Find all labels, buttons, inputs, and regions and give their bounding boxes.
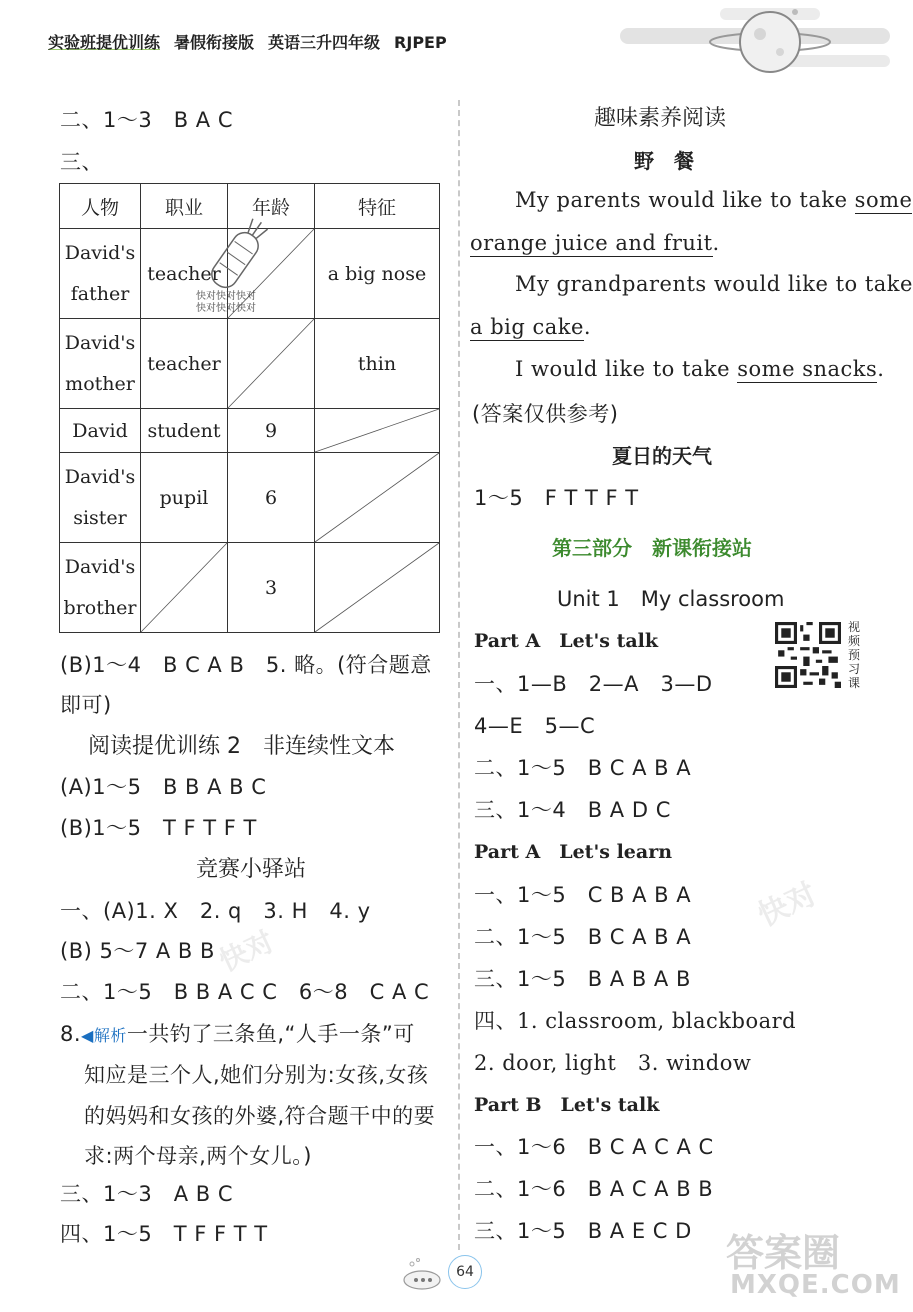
table-header-feature: 特征 [315, 184, 440, 229]
table-header-job: 职业 [141, 184, 228, 229]
pa-learn-line3: 三、1～5 B A B A B [474, 967, 691, 991]
left-b-line2: 即可) [60, 693, 112, 717]
pb-talk-line1: 一、1～6 B C A C A C [474, 1135, 714, 1159]
feature-cell-blank [315, 543, 440, 633]
picnic-line3: My grandparents would like to take [515, 272, 913, 296]
name-cell: David's sister [60, 453, 141, 543]
age-cell: 3 [228, 543, 315, 633]
version-label: RJPEP [394, 33, 447, 52]
picnic-title: 野 餐 [634, 149, 694, 173]
part-a-talk-title: Part A Let's talk [474, 630, 659, 652]
contest-line1: 一、(A)1. X 2. q 3. H 4. y [60, 899, 371, 923]
unit-title: Unit 1 My classroom [557, 587, 785, 611]
weather-answers: 1～5 F T T F T [474, 486, 639, 510]
analysis-tag: ◀解析 [81, 1026, 127, 1045]
pa-learn-line2: 二、1～5 B C A B A [474, 925, 692, 949]
picnic-note: (答案仅供参考) [472, 402, 619, 426]
name-cell: David's father [60, 229, 141, 319]
submarine-decoration-icon [398, 1256, 450, 1292]
site-url-watermark: MXQE.COM [730, 1270, 901, 1300]
contest-line9: 四、1～5 T F F T T [60, 1222, 268, 1246]
stamp-text: 快对快对快对 快对快对快对 [196, 291, 256, 314]
job-cell: teacher [141, 229, 228, 319]
contest-title: 竞赛小驿站 [196, 857, 307, 882]
pb-talk-line2: 二、1～6 B A C A B B [474, 1177, 714, 1201]
contest-line4: 8.◀解析一共钓了三条鱼,“人手一条”可 [60, 1022, 415, 1046]
age-cell: 6 [228, 453, 315, 543]
left-sec3: 三、 [60, 150, 103, 174]
job-cell: student [141, 409, 228, 453]
reading-title: 趣味素养阅读 [594, 106, 727, 131]
subject-label: 英语三升四年级 [268, 33, 381, 52]
qr-label: 视 频 预 习 课 [848, 620, 861, 690]
kuaidui-watermark-left: 快对 [214, 924, 279, 979]
t2-b: (B)1～5 T F T F T [60, 816, 257, 840]
edition-label: 暑假衔接版 [174, 33, 255, 52]
contest-line5: 知应是三个人,她们分别为:女孩,女孩 [84, 1063, 429, 1087]
book-title: 实验班提优训练 [48, 33, 161, 52]
weather-title: 夏日的天气 [612, 444, 712, 468]
feature-cell: a big nose [315, 229, 440, 319]
answer-site-watermark: 答案圈 [726, 1231, 841, 1275]
name-cell: David [60, 409, 141, 453]
training2-title: 阅读提优训练 2 非连续性文本 [88, 734, 395, 759]
page-header [48, 30, 461, 53]
table-row [60, 453, 440, 543]
column-divider [458, 100, 460, 1250]
age-cell-blank [228, 319, 315, 409]
part3-title: 第三部分 新课衔接站 [552, 536, 752, 560]
feature-cell: thin [315, 319, 440, 409]
job-cell: pupil [141, 453, 228, 543]
pa-learn-line4: 四、1. classroom, blackboard [474, 1009, 797, 1033]
pa-learn-line5: 2. door, light 3. window [474, 1051, 752, 1075]
contest-line8: 三、1～3 A B C [60, 1182, 234, 1206]
contest-line7: 求:两个母亲,两个女儿。) [84, 1144, 312, 1168]
picnic-line1: My parents would like to take some [515, 188, 913, 212]
pa-talk-line2: 4—E 5—C [474, 714, 596, 738]
table-header-age: 年龄 [228, 184, 315, 229]
pa-talk-line4: 三、1～4 B A D C [474, 798, 671, 822]
table-row [60, 409, 440, 453]
t2-a: (A)1～5 B B A B C [60, 775, 267, 799]
pa-learn-line1: 一、1～5 C B A B A [474, 883, 692, 907]
pa-talk-line1: 一、1—B 2—A 3—D [474, 672, 713, 696]
table-header-person: 人物 [60, 184, 141, 229]
contest-line2: (B) 5～7 A B B [60, 939, 215, 963]
feature-cell-blank [315, 453, 440, 543]
table-row [60, 543, 440, 633]
kuaidui-watermark-right: 快对 [752, 876, 823, 934]
part-a-learn-title: Part A Let's learn [474, 841, 673, 863]
name-cell: David's mother [60, 319, 141, 409]
left-sec2: 二、1～3 B A C [60, 108, 234, 132]
contest-line3: 二、1～5 B B A C C 6～8 C A C [60, 980, 430, 1004]
qr-code-icon[interactable] [775, 622, 841, 688]
table-row [60, 319, 440, 409]
picnic-line4: a big cake. [470, 315, 592, 339]
pa-talk-line3: 二、1～5 B C A B A [474, 756, 692, 780]
planet-decoration-icon [600, 0, 900, 85]
left-b-line1: (B)1～4 B C A B 5. 略。(符合题意 [60, 653, 432, 677]
contest-line6: 的妈妈和女孩的外婆,符合题干中的要 [84, 1104, 436, 1128]
picnic-line2: orange juice and fruit. [470, 231, 720, 255]
pb-talk-line3: 三、1～5 B A E C D [474, 1219, 692, 1243]
picnic-line5: I would like to take some snacks. [515, 357, 885, 381]
feature-cell-blank [315, 409, 440, 453]
job-cell: teacher [141, 319, 228, 409]
page-number: 64 [448, 1255, 482, 1289]
job-cell-blank [141, 543, 228, 633]
age-cell: 9 [228, 409, 315, 453]
part-b-talk-title: Part B Let's talk [474, 1094, 660, 1116]
name-cell: David's brother [60, 543, 141, 633]
